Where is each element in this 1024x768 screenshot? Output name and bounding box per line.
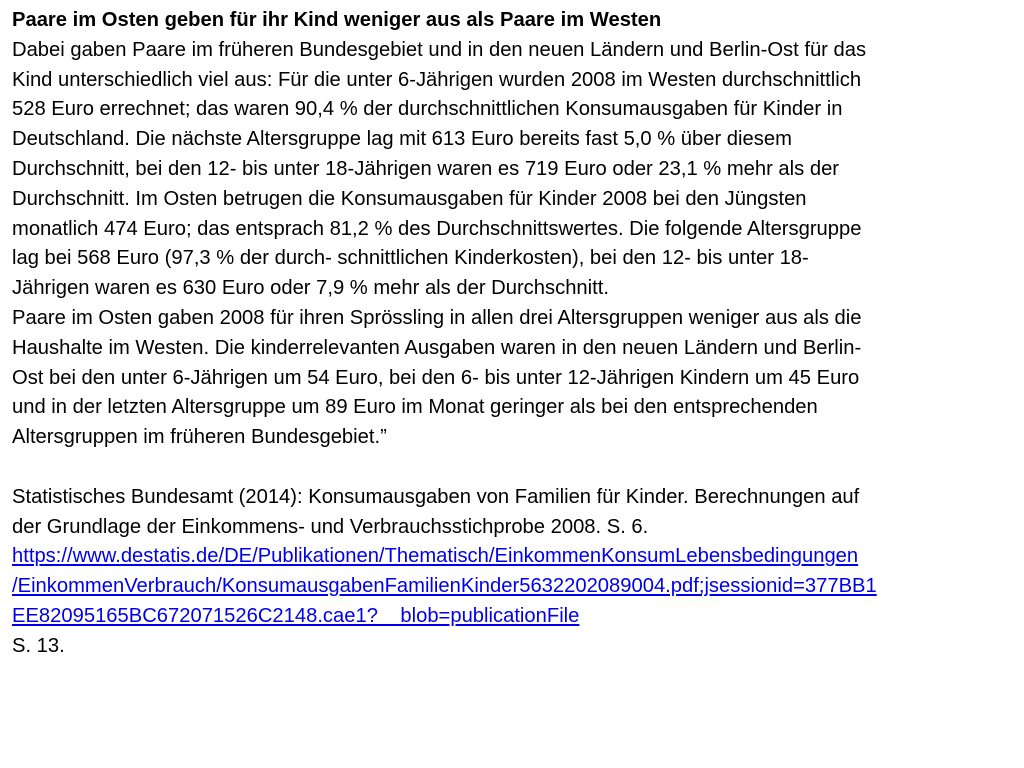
- paragraph-1-line: Deutschland. Die nächste Altersgruppe lag mit 613 Euro bereits fast 5,0 % über diesem: [12, 128, 792, 151]
- document-title: Paare im Osten geben für ihr Kind weniger aus als Paare im Westen: [12, 9, 662, 31]
- citation: [12, 483, 1016, 543]
- paragraph-1-line: lag bei 568 Euro (97,3 % der durch- schnittlichen Kinderkosten), bei den 12- bis unter 18-: [12, 247, 809, 270]
- paragraph-2-line: Altersgruppen im früheren Bundesgebiet.”: [12, 426, 387, 449]
- citation-line: Statistisches Bundesamt (2014): Konsumausgaben von Familien für Kinder. Berechnungen auf: [12, 485, 860, 508]
- source-link[interactable]: [12, 542, 1016, 631]
- paragraph-1-line: Durchschnitt. Im Osten betrugen die Konsumausgaben für Kinder 2008 bei den Jüngsten: [12, 187, 807, 210]
- paragraph-1-line: Jährigen waren es 630 Euro oder 7,9 % mehr als der Durchschnitt.: [12, 277, 609, 300]
- paragraph-1-line: Kind unterschiedlich viel aus: Für die unter 6-Jährigen wurden 2008 im Westen durchschnittlich: [12, 68, 862, 91]
- source-link-line[interactable]: /EinkommenVerbrauch/KonsumausgabenFamilienKinder5632202089004.pdf;jsessionid=377BB1: [12, 575, 877, 598]
- paragraph-1-line: 528 Euro errechnet; das waren 90,4 % der durchschnittlichen Konsumausgaben für Kinder in: [12, 98, 843, 121]
- paragraph-2-line: Paare im Osten gaben 2008 für ihren Sprössling in allen drei Altersgruppen weniger aus als die: [12, 306, 862, 329]
- citation-line: der Grundlage der Einkommens- und Verbrauchsstichprobe 2008. S. 6.: [12, 515, 649, 538]
- source-link-line[interactable]: https://www.destatis.de/DE/Publikationen/Thematisch/EinkommenKonsumLebensbedingungen: [12, 545, 859, 568]
- document-body: [12, 6, 1016, 662]
- source-link-line[interactable]: EE82095165BC672071526C2148.cae1?__blob=publicationFile: [12, 604, 580, 627]
- page-reference: S. 13.: [12, 634, 65, 657]
- paragraph-1-line: Durchschnitt, bei den 12- bis unter 18-Jährigen waren es 719 Euro oder 23,1 % mehr als der: [12, 157, 840, 180]
- paragraph-1: [12, 36, 1016, 304]
- paragraph-2-line: und in der letzten Altersgruppe um 89 Euro im Monat geringer als bei den entsprechenden: [12, 396, 818, 419]
- paragraph-1-line: Dabei gaben Paare im früheren Bundesgebiet und in den neuen Ländern und Berlin-Ost für das: [12, 38, 867, 61]
- paragraph-1-line: monatlich 474 Euro; das entsprach 81,2 % des Durchschnittswertes. Die folgende Altersgruppe: [12, 217, 862, 240]
- paragraph-2-line: Ost bei den unter 6-Jährigen um 54 Euro, bei den 6- bis unter 12-Jährigen Kindern um 45 Euro: [12, 366, 860, 389]
- paragraph-2: [12, 304, 1016, 453]
- paragraph-2-line: Haushalte im Westen. Die kinderrelevanten Ausgaben waren in den neuen Ländern und Berlin-: [12, 336, 862, 359]
- paragraph-spacer: [12, 453, 1016, 483]
